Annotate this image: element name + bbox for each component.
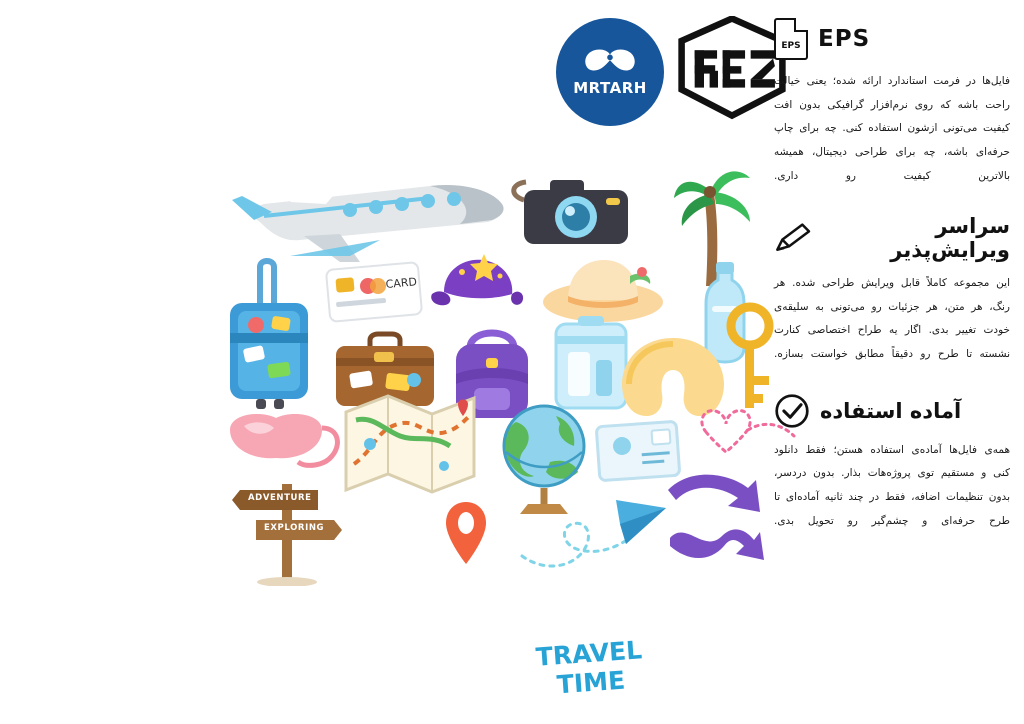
arrow-curve-icon (660, 468, 770, 568)
check-circle-icon (774, 393, 810, 429)
suitcase-trolley-icon (220, 255, 320, 415)
signpost-label-top: ADVENTURE (248, 493, 312, 503)
moustache-icon (582, 47, 638, 77)
section-editable-header (774, 214, 1010, 262)
credit-card-icon (324, 260, 424, 324)
location-pin-icon (442, 498, 490, 574)
eps-file-icon (774, 18, 808, 60)
section-eps-header (774, 18, 1010, 60)
mrtarh-logo-text: MRTARH (573, 79, 647, 97)
paper-plane-icon (520, 498, 670, 578)
section-editable-title: سراسر ویرایش‌پذیر (890, 214, 1010, 263)
pencil-icon (774, 221, 814, 255)
section-ready-body: همه‌ی فایل‌ها آماده‌ی استفاده هستن؛ فقط دانلود کنی و مستقیم توی پروژه‌هات بذار. بدون دردسر، بدون تنظیمات اضافه، فقط در چند ثانیه آماده‌ای تا طرح حرفه‌ای و چشم‌گیر رو تحویل بدی. (774, 443, 1010, 527)
section-ready-title: آماده استفاده (820, 398, 962, 423)
mrtarh-logo (556, 18, 664, 126)
signpost-label-bottom: EXPLORING (264, 523, 325, 533)
eps-file-icon-label: EPS (781, 41, 801, 51)
section-editable-body: این مجموعه کاملاً قابل ویرایش طراحی شده. هر رنگ، هر متن، هر جزئیات رو می‌تونی به سلیقه‌ی خودت تغییر بدی. اگار یه طراح اختصاصی کنارت نشسته تا طرح رو دقیقاً مطابق خواستت بسازه. (774, 277, 1010, 360)
map-icon (340, 390, 480, 500)
features-column (764, 0, 1024, 724)
section-eps (774, 18, 1010, 188)
illustration-canvas (190, 150, 750, 700)
credit-card-label: CARD (385, 275, 418, 291)
section-eps-body: فایل‌ها در فرمت استاندارد ارائه شده؛ یعنی خیالت راحت باشه که روی نرم‌افزار گرافیکی بدون افت کیفیت می‌تونی ازشون استفاده کنی. چه برای چاپ حرفه‌ای باشه، چه برای طراحی دیجیتال، همیشه بالاترین کیفیت رو داری. (774, 75, 1010, 182)
party-hat-icon (426, 246, 526, 316)
camera-icon (510, 172, 640, 252)
travel-time-label: TRAVEL TIME (534, 635, 643, 700)
section-ready-header (774, 393, 1010, 429)
section-editable (774, 214, 1010, 367)
section-ready (774, 393, 1010, 534)
section-eps-title: EPS (818, 26, 871, 52)
